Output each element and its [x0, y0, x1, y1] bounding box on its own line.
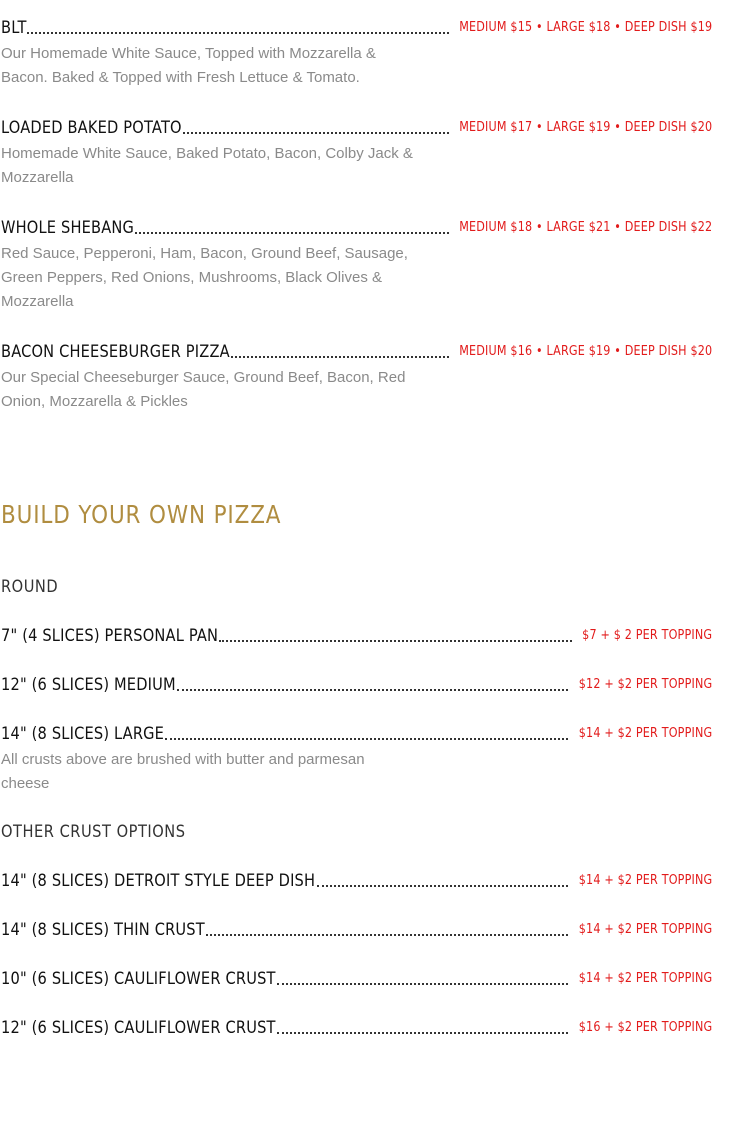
item-price: $14 + $2 PER TOPPING [578, 873, 712, 888]
item-name: WHOLE SHEBANG [1, 218, 135, 238]
item-name: 10" (6 SLICES) CAULIFLOWER CRUST [1, 969, 276, 989]
item-name: LOADED BAKED POTATO [1, 118, 182, 138]
dot-leader [183, 132, 449, 134]
item-description: Our Special Cheeseburger Sauce, Ground Beef, Bacon, Red Onion, Mozzarella & Pickles [1, 369, 406, 410]
item-price: $14 + $2 PER TOPPING [578, 922, 712, 937]
subsection-title-other-crust: OTHER CRUST OPTIONS [1, 822, 186, 842]
crust-item-medium [1, 671, 712, 695]
item-name: 14" (8 SLICES) LARGE [1, 724, 165, 744]
item-price: $7 + $ 2 PER TOPPING [581, 628, 712, 643]
crust-item-cauliflower-12 [1, 1014, 712, 1038]
crust-note: All crusts above are brushed with butter and parmesan cheese [1, 751, 365, 792]
menu-item-loaded-baked-potato [1, 114, 712, 190]
item-price: MEDIUM $15 • LARGE $18 • DEEP DISH $19 [458, 20, 712, 35]
item-description: Red Sauce, Pepperoni, Ham, Bacon, Ground Beef, Sausage, Green Peppers, Red Onions, Mushrooms, Black Olives & Mozzarella [1, 245, 408, 310]
crust-item-large [1, 720, 712, 796]
crust-item-detroit-deep-dish [1, 867, 712, 891]
item-price: MEDIUM $18 • LARGE $21 • DEEP DISH $22 [458, 220, 712, 235]
dot-leader [165, 738, 568, 740]
dot-leader [317, 885, 569, 887]
item-name: 7" (4 SLICES) PERSONAL PAN [1, 626, 219, 646]
dot-leader [277, 1032, 568, 1034]
menu-item-blt [1, 14, 712, 90]
item-price: MEDIUM $16 • LARGE $19 • DEEP DISH $20 [458, 344, 712, 359]
crust-item-personal-pan [1, 622, 712, 646]
item-price: $16 + $2 PER TOPPING [578, 1020, 712, 1035]
item-description: Our Homemade White Sauce, Topped with Mozzarella & Bacon. Baked & Topped with Fresh Lettuce & Tomato. [1, 45, 376, 86]
menu-item-bacon-cheeseburger-pizza [1, 338, 712, 414]
item-price: $14 + $2 PER TOPPING [578, 726, 712, 741]
item-name: 14" (8 SLICES) DETROIT STYLE DEEP DISH [1, 871, 316, 891]
item-price: $14 + $2 PER TOPPING [578, 971, 712, 986]
crust-item-thin-crust [1, 916, 712, 940]
item-name: BACON CHEESEBURGER PIZZA [1, 342, 230, 362]
dot-leader [135, 232, 449, 234]
dot-leader [206, 934, 568, 936]
item-name: BLT [1, 18, 27, 38]
item-name: 12" (6 SLICES) CAULIFLOWER CRUST [1, 1018, 276, 1038]
item-name: 12" (6 SLICES) MEDIUM [1, 675, 176, 695]
dot-leader [231, 356, 449, 358]
crust-item-cauliflower-10 [1, 965, 712, 989]
item-price: $12 + $2 PER TOPPING [578, 677, 712, 692]
item-name: 14" (8 SLICES) THIN CRUST [1, 920, 205, 940]
item-description: Homemade White Sauce, Baked Potato, Bacon, Colby Jack & Mozzarella [1, 145, 413, 186]
item-price: MEDIUM $17 • LARGE $19 • DEEP DISH $20 [458, 120, 712, 135]
subsection-title-round: ROUND [1, 577, 59, 597]
dot-leader [277, 983, 568, 985]
dot-leader [27, 32, 448, 34]
section-title-build-your-own: BUILD YOUR OWN PIZZA [1, 500, 282, 529]
dot-leader [219, 640, 572, 642]
dot-leader [177, 689, 568, 691]
menu-item-whole-shebang [1, 214, 712, 314]
